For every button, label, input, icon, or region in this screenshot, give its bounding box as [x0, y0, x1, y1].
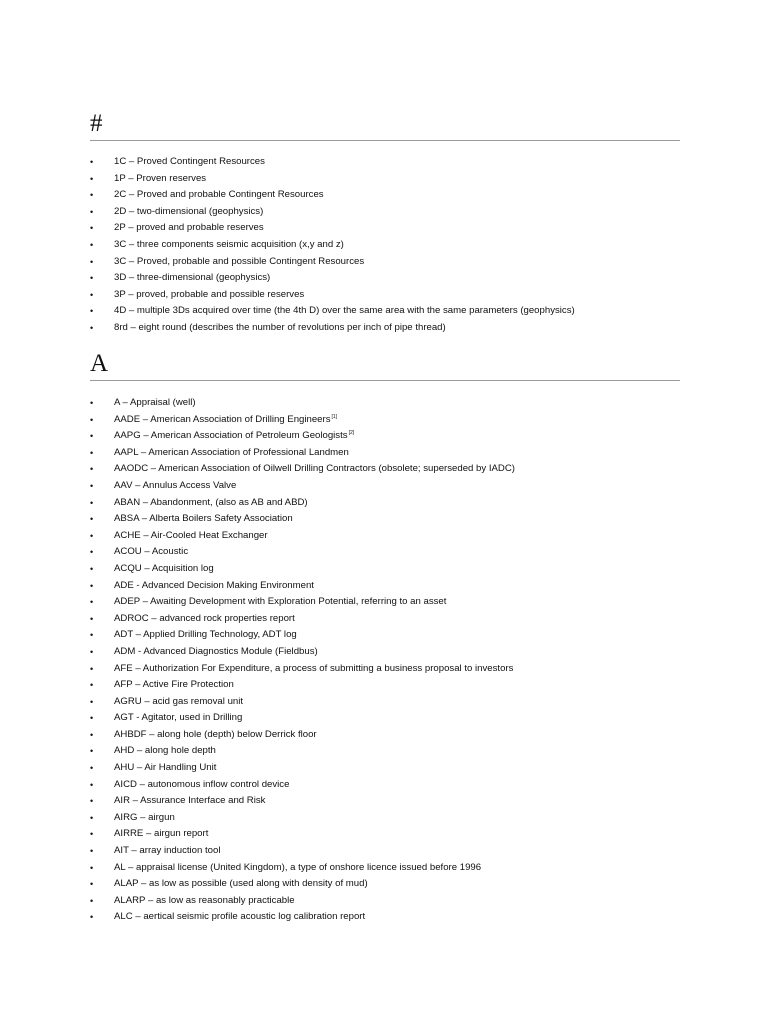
entry-label: AGT - Agitator, used in Drilling [114, 712, 243, 724]
entry-label: AHU – Air Handling Unit [114, 762, 217, 774]
section-heading-hash: # [90, 110, 680, 141]
bullet-icon: • [90, 895, 94, 906]
entry-label: ALARP – as low as reasonably practicable [114, 894, 295, 906]
list-item [90, 511, 690, 528]
list-item [90, 445, 690, 462]
list-item [90, 677, 690, 694]
entry-text [114, 777, 289, 794]
entry-label: 2C – Proved and probable Contingent Resources [114, 189, 324, 201]
entry-label: AIT – array induction tool [114, 845, 221, 857]
entry-text [114, 171, 206, 188]
entry-list-hash [90, 154, 690, 337]
entry-text [114, 876, 368, 893]
entry-text [114, 204, 263, 221]
entry-label: AIRRE – airgun report [114, 828, 209, 840]
bullet-icon: • [90, 514, 94, 525]
bullet-icon: • [90, 273, 94, 284]
bullet-icon: • [90, 322, 94, 333]
entry-label: ACOU – Acoustic [114, 546, 189, 558]
bullet-icon: • [90, 829, 94, 840]
bullet-icon: • [90, 190, 94, 201]
bullet-icon: • [90, 912, 94, 923]
entry-label: AIR – Assurance Interface and Risk [114, 795, 266, 807]
entry-label: ADE - Advanced Decision Making Environment [114, 579, 314, 591]
entry-label: AL – appraisal license (United Kingdom), a type of onshore licence issued before 1996 [114, 861, 482, 873]
entry-text [114, 287, 304, 304]
list-item [90, 727, 690, 744]
entry-text [114, 478, 236, 495]
entry-label: ACQU – Acquisition log [114, 562, 214, 574]
entry-label: 3C – Proved, probable and possible Contingent Resources [114, 255, 365, 267]
list-item [90, 644, 690, 661]
bullet-icon: • [90, 646, 94, 657]
entry-label: ADROC – advanced rock properties report [114, 612, 295, 624]
bullet-icon: • [90, 173, 94, 184]
bullet-icon: • [90, 223, 94, 234]
list-item [90, 843, 690, 860]
entry-label: 3C – three components seismic acquisition (x,y and z) [114, 238, 344, 250]
entry-text [114, 843, 220, 860]
entry-text [114, 544, 188, 561]
entry-label: 2P – proved and probable reserves [114, 222, 264, 234]
bullet-icon: • [90, 879, 94, 890]
entry-text [114, 561, 214, 578]
entry-label: ADM - Advanced Diagnostics Module (Fieldbus) [114, 645, 318, 657]
list-item [90, 528, 690, 545]
bullet-icon: • [90, 630, 94, 641]
reference-link[interactable]: [2] [348, 430, 355, 437]
list-item [90, 661, 690, 678]
list-item [90, 171, 690, 188]
list-item [90, 461, 690, 478]
entry-label: 8rd – eight round (describes the number of revolutions per inch of pipe thread) [114, 321, 446, 333]
bullet-icon: • [90, 157, 94, 167]
list-item [90, 710, 690, 727]
entry-text [114, 810, 175, 827]
entry-text [114, 461, 515, 478]
entry-label: AFP – Active Fire Protection [114, 679, 234, 691]
list-item [90, 743, 690, 760]
entry-text [114, 860, 481, 877]
entry-text [114, 677, 234, 694]
entry-label: 4D – multiple 3Ds acquired over time (the 4th D) over the same area with the same parameters (geophysics) [114, 305, 575, 317]
entry-text [114, 237, 344, 254]
entry-label: 1P – Proven reserves [114, 172, 207, 184]
entry-text [114, 760, 216, 777]
bullet-icon: • [90, 597, 94, 608]
list-item [90, 395, 690, 412]
list-item [90, 478, 690, 495]
bullet-icon: • [90, 431, 94, 442]
bullet-icon: • [90, 779, 94, 790]
entry-text [114, 254, 364, 271]
list-item [90, 810, 690, 827]
entry-text [114, 511, 293, 528]
entry-label: AAODC – American Association of Oilwell Drilling Contractors (obsolete; superseded by IADC) [114, 463, 515, 475]
entry-label: ABAN – Abandonment, (also as AB and ABD) [114, 496, 308, 508]
list-item [90, 270, 690, 287]
entry-label: AHD – along hole depth [114, 745, 216, 757]
entry-label: 1C – Proved Contingent Resources [114, 156, 265, 167]
entry-text [114, 220, 264, 237]
bullet-icon: • [90, 530, 94, 541]
list-item [90, 793, 690, 810]
entry-label: AFE – Authorization For Expenditure, a process of submitting a business proposal to investors [114, 662, 514, 674]
entry-text [114, 412, 337, 429]
entry-text [114, 826, 208, 843]
bullet-icon: • [90, 306, 94, 317]
list-item [90, 220, 690, 237]
entry-text [114, 320, 446, 337]
entry-text [114, 528, 268, 545]
list-item [90, 154, 690, 171]
entry-label: AAV – Annulus Access Valve [114, 479, 237, 491]
entry-text [114, 270, 270, 287]
entry-label: ACHE – Air-Cooled Heat Exchanger [114, 529, 268, 541]
entry-label: A – Appraisal (well) [114, 397, 196, 408]
entry-text [114, 710, 242, 727]
entry-label: AIRG – airgun [114, 811, 175, 823]
entry-label: AADE – American Association of Drilling Engineers [114, 413, 331, 425]
list-item [90, 777, 690, 794]
bullet-icon: • [90, 746, 94, 757]
list-item [90, 578, 690, 595]
list-item [90, 694, 690, 711]
entry-label: 3P – proved, probable and possible reserves [114, 288, 305, 300]
entry-text [114, 154, 265, 171]
entry-label: 3D – three-dimensional (geophysics) [114, 272, 271, 284]
entry-label: ALC – aertical seismic profile acoustic log calibration report [114, 911, 366, 923]
entry-text [114, 495, 308, 512]
list-item [90, 303, 690, 320]
list-item [90, 826, 690, 843]
list-item [90, 287, 690, 304]
entry-text [114, 627, 297, 644]
entry-text [114, 661, 513, 678]
list-item [90, 909, 690, 926]
list-item [90, 254, 690, 271]
list-item [90, 561, 690, 578]
bullet-icon: • [90, 464, 94, 475]
entry-label: ADEP – Awaiting Development with Exploration Potential, referring to an asset [114, 596, 447, 608]
entry-label: ADT – Applied Drilling Technology, ADT log [114, 629, 297, 641]
list-item [90, 237, 690, 254]
bullet-icon: • [90, 696, 94, 707]
entry-list-a [90, 395, 690, 926]
entry-text [114, 594, 446, 611]
entry-text [114, 303, 575, 320]
entry-label: ALAP – as low as possible (used along with density of mud) [114, 878, 368, 890]
list-item [90, 876, 690, 893]
bullet-icon: • [90, 480, 94, 491]
bullet-icon: • [90, 763, 94, 774]
entry-label: AAPG – American Association of Petroleum Geologists [114, 430, 348, 442]
list-item [90, 594, 690, 611]
bullet-icon: • [90, 846, 94, 857]
list-item [90, 544, 690, 561]
list-item [90, 412, 690, 429]
entry-text [114, 578, 314, 595]
list-item [90, 187, 690, 204]
entry-text [114, 893, 295, 910]
entry-text [114, 727, 317, 744]
entry-label: AAPL – American Association of Professional Landmen [114, 446, 349, 458]
bullet-icon: • [90, 563, 94, 574]
entry-text [114, 793, 265, 810]
entry-label: 2D – two-dimensional (geophysics) [114, 205, 264, 217]
entry-text [114, 445, 349, 462]
bullet-icon: • [90, 547, 94, 558]
bullet-icon: • [90, 663, 94, 674]
entry-label: AHBDF – along hole (depth) below Derrick floor [114, 728, 317, 740]
bullet-icon: • [90, 713, 94, 724]
bullet-icon: • [90, 289, 94, 300]
bullet-icon: • [90, 862, 94, 873]
bullet-icon: • [90, 729, 94, 740]
list-item [90, 760, 690, 777]
bullet-icon: • [90, 256, 94, 267]
bullet-icon: • [90, 206, 94, 217]
bullet-icon: • [90, 796, 94, 807]
entry-text [114, 611, 295, 628]
entry-label: AICD – autonomous inflow control device [114, 778, 290, 790]
reference-link[interactable]: [1] [331, 413, 338, 420]
entry-text [114, 909, 365, 926]
list-item [90, 627, 690, 644]
list-item [90, 204, 690, 221]
list-item [90, 611, 690, 628]
entry-label: AGRU – acid gas removal unit [114, 695, 244, 707]
entry-text [114, 694, 243, 711]
list-item [90, 495, 690, 512]
bullet-icon: • [90, 613, 94, 624]
bullet-icon: • [90, 447, 94, 458]
bullet-icon: • [90, 239, 94, 250]
bullet-icon: • [90, 680, 94, 691]
entry-text [114, 187, 324, 204]
bullet-icon: • [90, 414, 94, 425]
bullet-icon: • [90, 398, 94, 408]
bullet-icon: • [90, 497, 94, 508]
entry-label: ABSA – Alberta Boilers Safety Association [114, 513, 293, 525]
bullet-icon: • [90, 812, 94, 823]
bullet-icon: • [90, 580, 94, 591]
list-item [90, 893, 690, 910]
entry-text [114, 644, 318, 661]
entry-text [114, 395, 196, 412]
list-item [90, 320, 690, 337]
list-item [90, 428, 690, 445]
entry-text [114, 428, 354, 445]
section-heading-a: A [90, 350, 680, 381]
entry-text [114, 743, 216, 760]
list-item [90, 860, 690, 877]
